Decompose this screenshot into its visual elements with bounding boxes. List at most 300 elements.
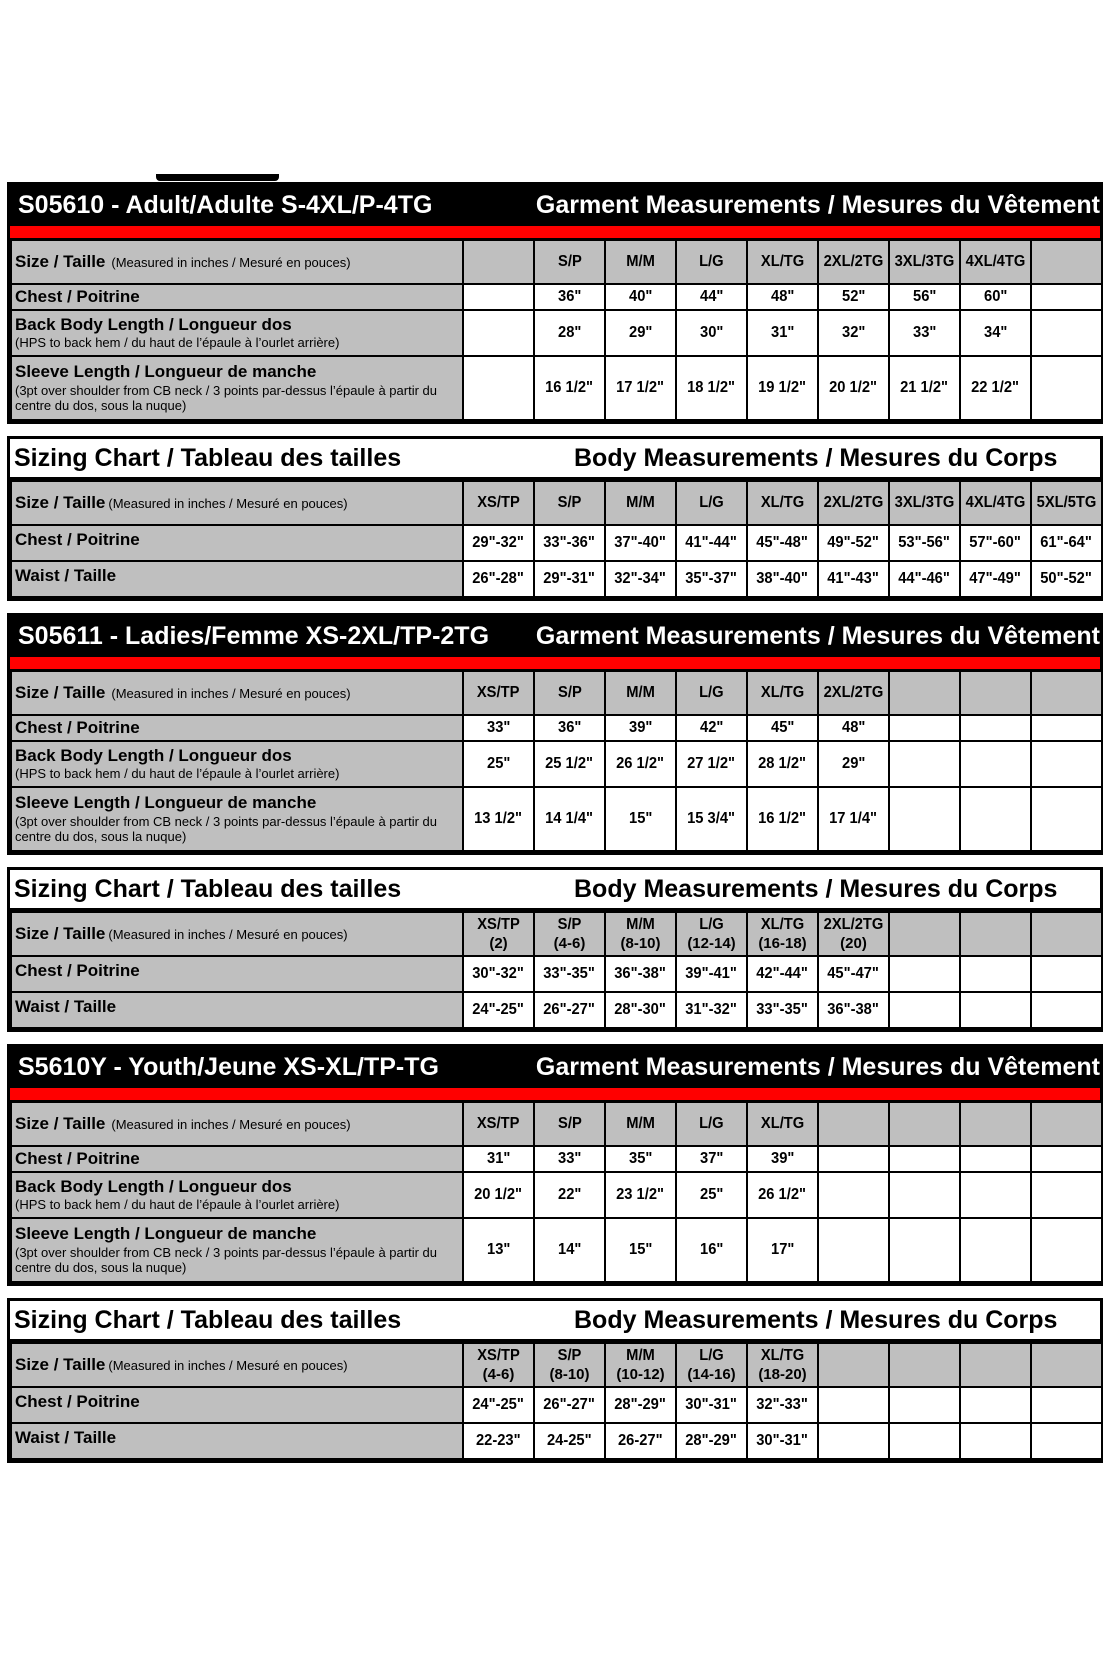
- body-measurements-block: [7, 436, 1103, 601]
- size-label-cell: [11, 1343, 463, 1387]
- size-column-header: [463, 671, 534, 715]
- size-name: M/M: [626, 253, 655, 271]
- measurement-label: Back Body Length / Longueur dos: [15, 746, 292, 765]
- measurement-value: [960, 715, 1031, 741]
- size-chart-sheet: [7, 182, 1103, 1475]
- body-value: [747, 525, 818, 561]
- body-value: [676, 1387, 747, 1423]
- body-value: [960, 561, 1031, 597]
- value-text: 31": [486, 1150, 511, 1168]
- size-column-header: [1031, 671, 1102, 715]
- value-text: 14": [557, 1241, 582, 1259]
- body-label: Waist / Taille: [15, 566, 117, 585]
- value-text: 17 1/4": [829, 810, 878, 828]
- measurement-value: [889, 284, 960, 310]
- body-heading: Body Measurements / Mesures du Corps: [574, 874, 1058, 903]
- measurement-value: [676, 787, 747, 851]
- size-name: L/G: [699, 494, 724, 512]
- size-column-header: [747, 481, 818, 525]
- size-column-header: [534, 671, 605, 715]
- size-column-header: [1031, 481, 1102, 525]
- value-text: 52": [841, 288, 866, 306]
- size-age-range: (10-12): [616, 1365, 665, 1383]
- measurement-value: [534, 787, 605, 851]
- body-label-cell: [11, 1423, 463, 1459]
- size-column-header: [534, 481, 605, 525]
- size-column-header: [818, 671, 889, 715]
- size-name: XS/TP: [477, 684, 520, 702]
- body-label: Waist / Taille: [15, 1428, 117, 1447]
- value-text: 16 1/2": [758, 810, 807, 828]
- measurement-value: [534, 310, 605, 356]
- size-column-header: [676, 240, 747, 284]
- measurement-note: (3pt over shoulder from CB neck / 3 points par-dessus l’épaule à partir du centre du dos, sous la nuque): [15, 1244, 437, 1276]
- size-column-header: [1031, 1343, 1102, 1387]
- value-text: 47"-49": [969, 570, 1022, 588]
- value-text: 13 1/2": [474, 810, 523, 828]
- measurement-value: [1031, 1146, 1102, 1172]
- size-header-row: [11, 481, 1102, 525]
- measurement-value: [747, 310, 818, 356]
- measurement-value: [605, 715, 676, 741]
- size-column-header: [463, 1343, 534, 1387]
- value-text: 45"-47": [827, 965, 880, 983]
- body-label-cell: [11, 992, 463, 1028]
- measurement-value: [889, 310, 960, 356]
- measurement-value: [960, 741, 1031, 787]
- size-name: 5XL/5TG: [1036, 494, 1097, 512]
- size-name: S/P: [557, 1115, 582, 1133]
- body-value: [534, 956, 605, 992]
- measurement-value: [747, 1218, 818, 1282]
- size-column-header: [534, 1343, 605, 1387]
- value-text: 16": [699, 1241, 724, 1259]
- measurement-value: [534, 1218, 605, 1282]
- measurement-label-cell: [11, 1218, 463, 1282]
- size-column-header: [960, 481, 1031, 525]
- value-text: 31": [770, 324, 795, 342]
- measurement-value: [676, 310, 747, 356]
- value-text: 24"-25": [472, 1396, 525, 1414]
- measurement-value: [1031, 1172, 1102, 1218]
- size-name: XL/TG: [760, 1115, 805, 1133]
- garment-measurements-block: [7, 613, 1103, 855]
- measurement-value: [818, 1146, 889, 1172]
- measurement-value: [605, 1172, 676, 1218]
- size-name: XS/TP: [477, 1115, 520, 1133]
- value-text: 33": [486, 719, 511, 737]
- measurement-note: (HPS to back hem / du haut de l’épaule à l’ourlet arrière): [15, 1197, 340, 1213]
- body-value: [1031, 1423, 1102, 1459]
- measurement-value: [889, 356, 960, 420]
- size-column-header: [605, 481, 676, 525]
- measurement-label-cell: [11, 1146, 463, 1172]
- body-label-cell: [11, 525, 463, 561]
- size-note: (Measured in inches / Mesuré en pouces): [111, 254, 351, 270]
- size-column-header: [889, 671, 960, 715]
- body-value: [1031, 956, 1102, 992]
- measurement-label-cell: [11, 741, 463, 787]
- sizing-chart-title: Sizing Chart / Tableau des tailles: [14, 443, 402, 472]
- size-column-header: [605, 671, 676, 715]
- size-column-header: [889, 912, 960, 956]
- value-text: 14 1/4": [545, 810, 594, 828]
- size-name: XS/TP: [477, 916, 520, 934]
- measurement-value: [960, 1172, 1031, 1218]
- size-column-header: [1031, 912, 1102, 956]
- measurement-value: [676, 1146, 747, 1172]
- value-text: 29": [628, 324, 653, 342]
- measurement-row: [11, 741, 1102, 787]
- body-value: [463, 1387, 534, 1423]
- size-note: (Measured in inches / Mesuré en pouces): [108, 926, 348, 942]
- body-label-cell: [11, 561, 463, 597]
- measurement-value: [605, 741, 676, 787]
- body-value: [676, 992, 747, 1028]
- value-text: 36": [557, 719, 582, 737]
- body-value: [889, 992, 960, 1028]
- size-column-header: [818, 1102, 889, 1146]
- measurement-label-cell: [11, 284, 463, 310]
- size-column-header: [534, 1102, 605, 1146]
- body-row: [11, 1387, 1102, 1423]
- body-label: Waist / Taille: [15, 997, 117, 1016]
- value-text: 42"-44": [756, 965, 809, 983]
- product-title: S05611 - Ladies/Femme XS-2XL/TP-2TG: [18, 621, 490, 650]
- body-value: [818, 525, 889, 561]
- value-text: 29"-32": [472, 534, 525, 552]
- value-text: 25 1/2": [545, 755, 594, 773]
- measurement-value: [463, 741, 534, 787]
- measurement-value: [463, 1172, 534, 1218]
- value-text: 60": [983, 288, 1008, 306]
- size-column-header: [960, 671, 1031, 715]
- sizing-chart-title: Sizing Chart / Tableau des tailles: [14, 1305, 402, 1334]
- measurement-value: [960, 1218, 1031, 1282]
- measurement-value: [463, 310, 534, 356]
- size-column-header: [463, 912, 534, 956]
- size-column-header: [747, 671, 818, 715]
- size-column-header: [960, 240, 1031, 284]
- value-text: 33"-35": [756, 1001, 809, 1019]
- measurement-value: [818, 787, 889, 851]
- size-name: XS/TP: [477, 494, 520, 512]
- measurement-note: (3pt over shoulder from CB neck / 3 points par-dessus l’épaule à partir du centre du dos, sous la nuque): [15, 382, 437, 414]
- size-column-header: [463, 240, 534, 284]
- size-column-header: [747, 1343, 818, 1387]
- size-column-header: [676, 671, 747, 715]
- measurement-row: [11, 310, 1102, 356]
- value-text: 34": [983, 324, 1008, 342]
- size-name: XS/TP: [477, 1347, 520, 1365]
- value-text: 41"-43": [827, 570, 880, 588]
- body-value: [818, 992, 889, 1028]
- size-column-header: [889, 1343, 960, 1387]
- garment-measurements-block: [7, 182, 1103, 424]
- body-value: [605, 956, 676, 992]
- body-row: [11, 1423, 1102, 1459]
- size-name: 3XL/3TG: [894, 494, 955, 512]
- garment-heading: Garment Measurements / Mesures du Vêtement: [535, 190, 1100, 219]
- size-name: 2XL/2TG: [823, 916, 884, 934]
- value-text: 28 1/2": [758, 755, 807, 773]
- size-age-range: (20): [840, 934, 867, 952]
- measurement-value: [534, 284, 605, 310]
- body-value: [605, 1423, 676, 1459]
- size-column-header: [463, 1102, 534, 1146]
- body-value: [960, 956, 1031, 992]
- body-value: [747, 1387, 818, 1423]
- size-name: M/M: [626, 494, 655, 512]
- size-name: M/M: [626, 916, 655, 934]
- value-text: 26"-27": [543, 1001, 596, 1019]
- measurement-value: [605, 787, 676, 851]
- measurement-value: [463, 715, 534, 741]
- measurement-value: [605, 1218, 676, 1282]
- value-text: 41"-44": [685, 534, 738, 552]
- size-name: 2XL/2TG: [823, 684, 884, 702]
- size-name: S/P: [557, 1347, 582, 1365]
- measurement-value: [676, 715, 747, 741]
- value-text: 27 1/2": [687, 755, 736, 773]
- size-name: 3XL/3TG: [894, 253, 955, 271]
- value-text: 15": [628, 1241, 653, 1259]
- value-text: 33"-35": [543, 965, 596, 983]
- measurement-value: [534, 715, 605, 741]
- measurement-value: [463, 1146, 534, 1172]
- measurement-row: [11, 787, 1102, 851]
- size-label: Size / Taille: [15, 1354, 106, 1374]
- size-label: Size / Taille: [15, 251, 106, 271]
- measurement-value: [889, 787, 960, 851]
- value-text: 56": [912, 288, 937, 306]
- body-table: [10, 480, 1103, 598]
- measurement-label-cell: [11, 787, 463, 851]
- value-text: 26 1/2": [616, 755, 665, 773]
- size-label: Size / Taille: [15, 1113, 106, 1133]
- measurement-label-cell: [11, 1172, 463, 1218]
- body-measurements-block: [7, 867, 1103, 1032]
- size-name: XL/TG: [760, 916, 805, 934]
- value-text: 15": [628, 810, 653, 828]
- value-text: 38"-40": [756, 570, 809, 588]
- body-value: [605, 561, 676, 597]
- body-label: Chest / Poitrine: [15, 1392, 140, 1411]
- value-text: 22-23": [476, 1432, 521, 1450]
- size-label-cell: [11, 912, 463, 956]
- measurement-row: [11, 1172, 1102, 1218]
- value-text: 28"-29": [614, 1396, 667, 1414]
- value-text: 42": [699, 719, 724, 737]
- size-column-header: [960, 912, 1031, 956]
- measurement-value: [463, 284, 534, 310]
- body-value: [676, 1423, 747, 1459]
- body-value: [818, 1423, 889, 1459]
- value-text: 22": [557, 1186, 582, 1204]
- size-column-header: [534, 240, 605, 284]
- body-heading: Body Measurements / Mesures du Corps: [574, 443, 1058, 472]
- body-value: [1031, 525, 1102, 561]
- value-text: 16 1/2": [545, 379, 594, 397]
- value-text: 25": [486, 755, 511, 773]
- size-name: XL/TG: [760, 684, 805, 702]
- measurement-value: [534, 741, 605, 787]
- size-name: L/G: [699, 916, 724, 934]
- size-column-header: [747, 240, 818, 284]
- value-text: 36": [557, 288, 582, 306]
- body-value: [605, 525, 676, 561]
- value-text: 32"-34": [614, 570, 667, 588]
- value-text: 36"-38": [614, 965, 667, 983]
- size-label-cell: [11, 1102, 463, 1146]
- measurement-value: [818, 356, 889, 420]
- value-text: 29"-31": [543, 570, 596, 588]
- size-label: Size / Taille: [15, 923, 106, 943]
- measurement-value: [960, 310, 1031, 356]
- tab-mark: [156, 174, 279, 181]
- body-value: [818, 956, 889, 992]
- measurement-value: [1031, 741, 1102, 787]
- body-value: [960, 525, 1031, 561]
- value-text: 45": [770, 719, 795, 737]
- body-measurements-block: [7, 1298, 1103, 1463]
- measurement-value: [463, 1218, 534, 1282]
- size-age-range: (18-20): [758, 1365, 807, 1383]
- measurement-value: [747, 741, 818, 787]
- size-note: (Measured in inches / Mesuré en pouces): [108, 1357, 348, 1373]
- size-name: S/P: [557, 253, 582, 271]
- size-column-header: [747, 1102, 818, 1146]
- size-age-range: (4-6): [553, 934, 586, 952]
- value-text: 19 1/2": [758, 379, 807, 397]
- body-value: [889, 956, 960, 992]
- size-column-header: [818, 240, 889, 284]
- size-name: 2XL/2TG: [823, 253, 884, 271]
- measurement-value: [1031, 356, 1102, 420]
- value-text: 39": [770, 1150, 795, 1168]
- measurement-value: [889, 1218, 960, 1282]
- value-text: 61"-64": [1040, 534, 1093, 552]
- garment-table: [10, 239, 1103, 421]
- body-value: [747, 561, 818, 597]
- size-age-range: (8-10): [620, 934, 661, 952]
- size-label: Size / Taille: [15, 492, 106, 512]
- measurement-value: [605, 310, 676, 356]
- body-value: [747, 956, 818, 992]
- body-value: [960, 992, 1031, 1028]
- body-table: [10, 1342, 1103, 1460]
- measurement-value: [1031, 310, 1102, 356]
- value-text: 28"-29": [685, 1432, 738, 1450]
- size-column-header: [960, 1343, 1031, 1387]
- size-column-header: [889, 481, 960, 525]
- body-header: [10, 1301, 1100, 1342]
- value-text: 25": [699, 1186, 724, 1204]
- body-value: [818, 1387, 889, 1423]
- size-column-header: [534, 912, 605, 956]
- body-heading: Body Measurements / Mesures du Corps: [574, 1305, 1058, 1334]
- size-name: S/P: [557, 684, 582, 702]
- size-note: (Measured in inches / Mesuré en pouces): [108, 495, 348, 511]
- measurement-row: [11, 356, 1102, 420]
- size-name: L/G: [699, 1115, 724, 1133]
- red-divider: [10, 656, 1100, 670]
- measurement-label-cell: [11, 715, 463, 741]
- measurement-value: [605, 356, 676, 420]
- measurement-value: [676, 1172, 747, 1218]
- body-value: [960, 1387, 1031, 1423]
- body-row: [11, 956, 1102, 992]
- size-name: L/G: [699, 684, 724, 702]
- value-text: 26"-28": [472, 570, 525, 588]
- size-age-range: (2): [489, 934, 508, 952]
- value-text: 45"-48": [756, 534, 809, 552]
- size-column-header: [463, 481, 534, 525]
- body-value: [747, 1423, 818, 1459]
- size-column-header: [1031, 1102, 1102, 1146]
- measurement-value: [747, 787, 818, 851]
- size-column-header: [605, 912, 676, 956]
- size-note: (Measured in inches / Mesuré en pouces): [111, 685, 351, 701]
- measurement-label: Chest / Poitrine: [15, 717, 140, 737]
- measurement-value: [676, 284, 747, 310]
- body-value: [1031, 561, 1102, 597]
- sizing-chart-title: Sizing Chart / Tableau des tailles: [14, 874, 402, 903]
- size-age-range: (14-16): [687, 1365, 736, 1383]
- measurement-value: [889, 715, 960, 741]
- body-value: [534, 1387, 605, 1423]
- size-name: XL/TG: [760, 1347, 805, 1365]
- measurement-label-cell: [11, 356, 463, 420]
- value-text: 30"-32": [472, 965, 525, 983]
- body-value: [534, 1423, 605, 1459]
- garment-header: [10, 1047, 1100, 1087]
- value-text: 39"-41": [685, 965, 738, 983]
- value-text: 23 1/2": [616, 1186, 665, 1204]
- size-column-header: [818, 481, 889, 525]
- measurement-label: Sleeve Length / Longueur de manche: [15, 793, 317, 813]
- size-age-range: (12-14): [687, 934, 736, 952]
- value-text: 53"-56": [898, 534, 951, 552]
- value-text: 29": [841, 755, 866, 773]
- product-title: S05610 - Adult/Adulte S-4XL/P-4TG: [18, 190, 433, 219]
- measurement-row: [11, 715, 1102, 741]
- size-column-header: [889, 1102, 960, 1146]
- size-header-row: [11, 671, 1102, 715]
- measurement-value: [747, 1146, 818, 1172]
- body-value: [676, 525, 747, 561]
- size-name: M/M: [626, 1115, 655, 1133]
- body-label-cell: [11, 1387, 463, 1423]
- body-value: [605, 1387, 676, 1423]
- measurement-value: [1031, 284, 1102, 310]
- value-text: 35": [628, 1150, 653, 1168]
- garment-header: [10, 616, 1100, 656]
- measurement-label: Back Body Length / Longueur dos: [15, 315, 292, 334]
- measurement-value: [960, 1146, 1031, 1172]
- body-value: [960, 1423, 1031, 1459]
- value-text: 28": [557, 324, 582, 342]
- measurement-value: [747, 356, 818, 420]
- garment-measurements-block: [7, 1044, 1103, 1286]
- value-text: 15 3/4": [687, 810, 736, 828]
- body-value: [1031, 992, 1102, 1028]
- body-value: [534, 525, 605, 561]
- value-text: 31"-32": [685, 1001, 738, 1019]
- measurement-value: [676, 741, 747, 787]
- body-row: [11, 992, 1102, 1028]
- measurement-value: [605, 1146, 676, 1172]
